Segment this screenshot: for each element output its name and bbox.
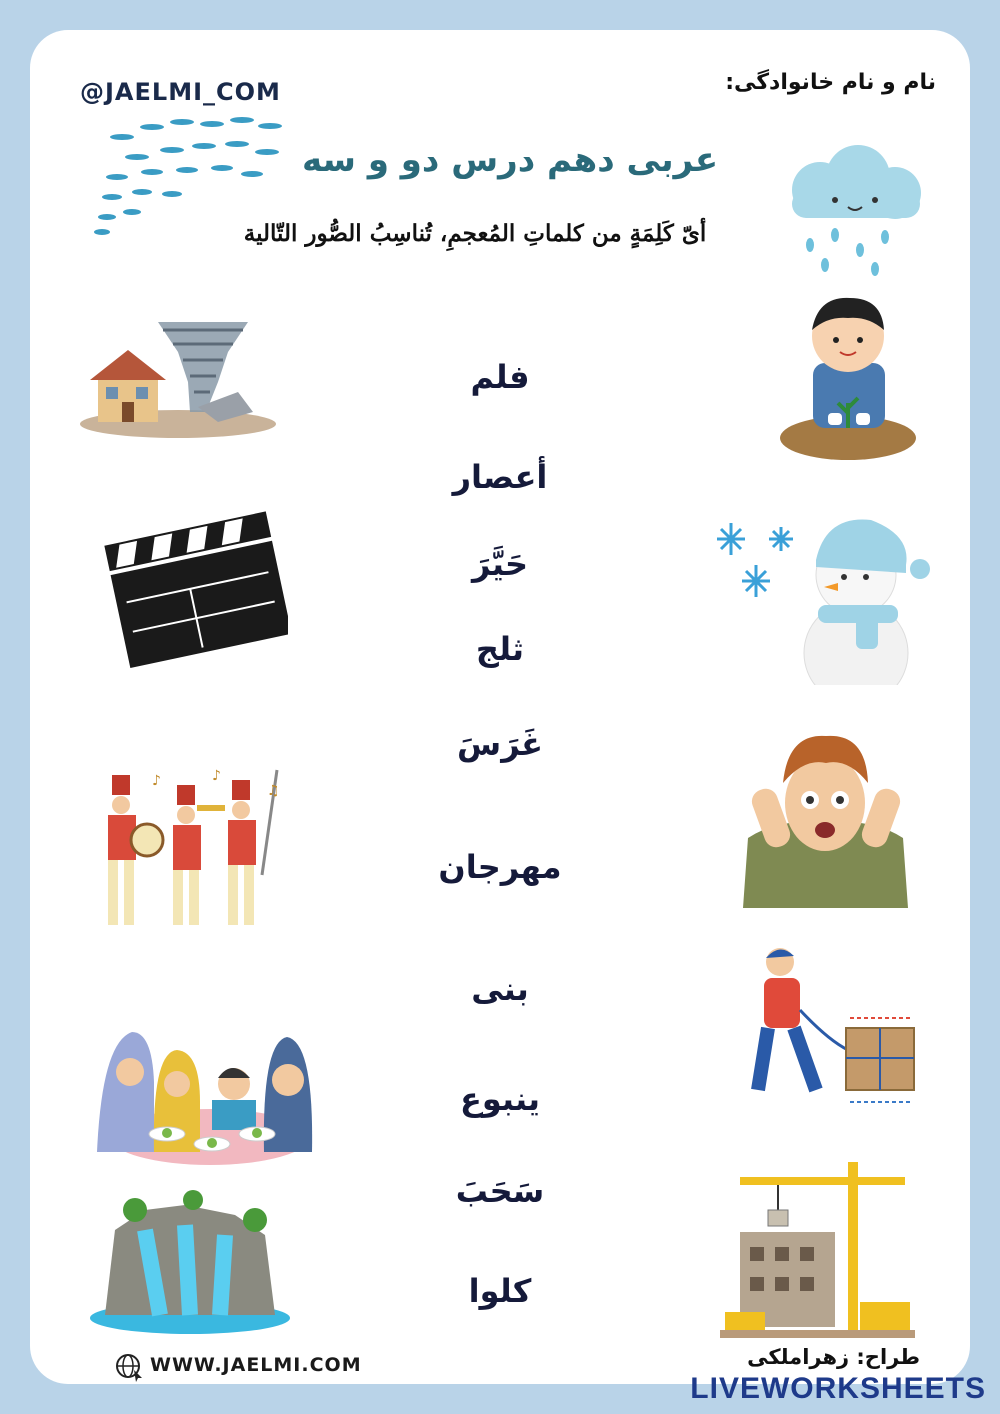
word-item[interactable]: ینبوع: [459, 1080, 541, 1118]
designer-credit: طراح: زهراملکی: [747, 1345, 920, 1369]
word-item[interactable]: مهرجان: [438, 848, 562, 886]
svg-text:♪: ♪: [152, 773, 161, 789]
word-item[interactable]: سَحَبَ: [455, 1172, 545, 1210]
snowman-picture[interactable]: [706, 505, 936, 685]
instruction-text: أیّ کَلِمَةٍ من کلماتِ المُعجمِ، تُناسِبُ الصُّور التّالیة: [243, 220, 707, 247]
footer-website[interactable]: WWW.JAELMI.COM: [150, 1354, 362, 1376]
confused-man-picture[interactable]: [738, 728, 913, 908]
svg-text:♫: ♫: [267, 783, 280, 799]
name-field-label: نام و نام خانوادگی:: [725, 70, 936, 95]
rain-cloud-picture[interactable]: [780, 145, 930, 280]
word-item[interactable]: کلوا: [468, 1272, 532, 1310]
word-item[interactable]: حَیَّرَ: [471, 545, 529, 583]
family-eating-picture[interactable]: [92, 1022, 317, 1167]
word-item[interactable]: ثلج: [475, 630, 525, 668]
word-item[interactable]: غَرَسَ: [457, 725, 543, 763]
tornado-house-picture[interactable]: [78, 312, 278, 442]
globe-icon: [114, 1352, 144, 1386]
construction-crane-picture[interactable]: [720, 1152, 915, 1342]
film-clapperboard-picture[interactable]: [98, 488, 288, 673]
word-item[interactable]: أعصار: [452, 458, 548, 496]
word-item[interactable]: بنی: [471, 970, 529, 1008]
site-handle: @JAELMI_COM: [80, 78, 281, 106]
man-pulling-box-picture[interactable]: [738, 940, 918, 1110]
liveworksheets-brand[interactable]: LIVEWORKSHEETS: [690, 1372, 986, 1405]
marching-band-picture[interactable]: [92, 765, 302, 935]
waterfall-picture[interactable]: [85, 1190, 295, 1335]
word-item[interactable]: فلم: [470, 358, 530, 396]
boy-planting-picture[interactable]: [778, 288, 918, 463]
worksheet-title: عربی دهم درس دو و سه: [301, 140, 719, 180]
svg-text:♪: ♪: [212, 768, 221, 784]
